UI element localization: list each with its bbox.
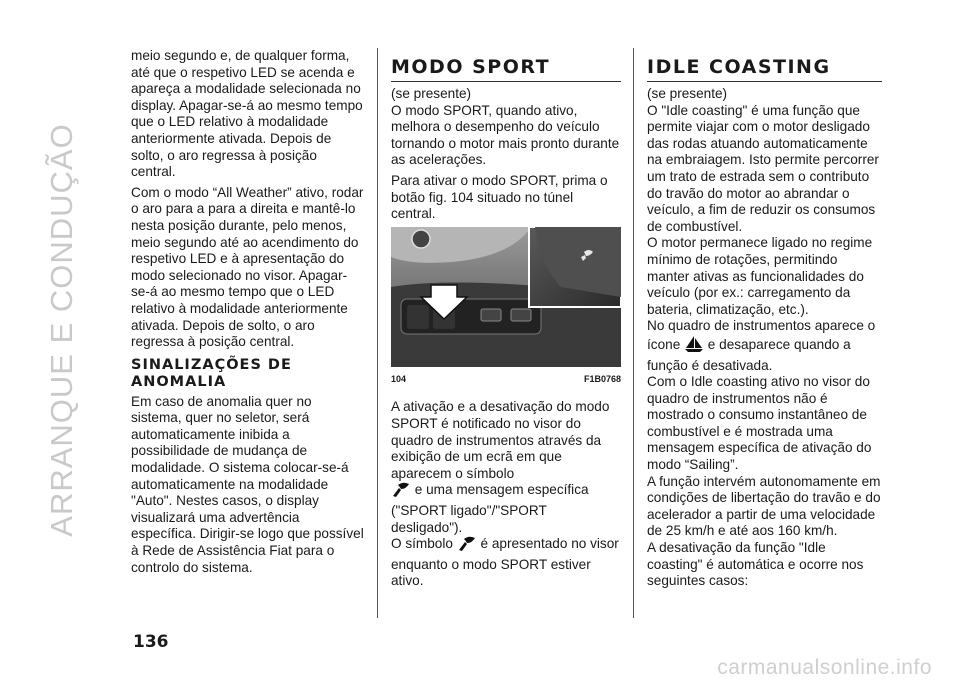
paragraph: O motor permanece ligado no regime mínimo de rotações, permitindo manter ativas as funcionalidades do veículo (por ex.: carregamento da bateria, climatização, etc.).	[647, 235, 873, 317]
paragraph	[391, 536, 621, 590]
paragraph: Com o modo “All Weather” ativo, rodar o aro para a para a direita e mantê-lo nesta posição durante, pelo menos, meio segundo até ao acendimento do respetivo LED e à apresentação do modo selecionado no visor. Apagar-se-á ao mesmo tempo que o LED relativo à modalidade anteriormente ativada. Depois de solto, o aro regressa à posição central.	[131, 184, 364, 350]
figure-code: F1B0768	[583, 373, 621, 384]
text: O símbolo	[391, 536, 457, 552]
text: e uma mensagem específica ("SPORT ligado"/"SPORT desligado").	[391, 482, 589, 535]
heading-idle-coasting: IDLE COASTING	[647, 56, 882, 82]
sport-flag-icon	[391, 482, 411, 503]
page-number: 136	[133, 632, 169, 652]
column-divider	[633, 48, 634, 618]
text: A ativação e a desativação do modo SPORT é notificado no visor do quadro de instrumentos através da exibição de um ecrã em que aparecem o símbolo	[391, 399, 610, 481]
paragraph	[647, 318, 882, 374]
column-divider	[377, 48, 378, 618]
sport-flag-icon	[457, 536, 477, 557]
column-3	[647, 48, 882, 590]
figure-caption	[391, 371, 621, 388]
section-title-text: ARRANQUE E CONDUÇÃO	[44, 123, 79, 537]
text: No quadro de instrumentos aparece o ícone	[647, 318, 876, 352]
paragraph: Para ativar o modo SPORT, prima o botão fig. 104 situado no túnel central.	[391, 172, 608, 222]
column-2	[391, 48, 621, 594]
paragraph: O "Idle coasting" é uma função que permite viajar com o motor desligado das rodas atuando automaticamente na embraiagem. Isto permite percorrer um trato de estrada sem o contributo do travão do motor ao abrandar o veículo, a fim de reduzir os consumos de combustível.	[647, 102, 879, 234]
paragraph: A desativação da função "Idle coasting" é automática e ocorre nos seguintes casos:	[647, 540, 864, 589]
sailboat-icon	[684, 335, 704, 358]
paragraph: Com o Idle coasting ativo no visor do quadro de instrumentos não é mostrado o consumo instantâneo de combustível e é mostrada uma mensagem específica de ativação do modo “Sailing”.	[647, 374, 872, 473]
text: e desaparece quando a função é desativada.	[647, 336, 851, 373]
console-illustration	[391, 227, 621, 367]
paragraph	[391, 399, 621, 536]
column-1	[131, 48, 365, 580]
paragraph: A função intervém autonomamente em condições de libertação do travão e do acelerador a partir de uma velocidade de 25 km/h e até aos 160 km/h.	[647, 473, 881, 539]
text: é apresentado no visor enquanto o modo SPORT estiver ativo.	[391, 536, 619, 589]
paragraph: Em caso de anomalia quer no sistema, quer no seletor, será automaticamente inibida a possibilidade de mudança de modalidade. O sistema colocar-se-á automaticamente na modalidade "Auto". Nestes casos, o display visualizará uma advertência específica. Dirigir-se logo que possível à Rede de Assistência Fiat para o controlo do sistema.	[131, 393, 364, 575]
figure-number: 104	[391, 373, 407, 384]
paragraph: (se presente)	[647, 86, 728, 101]
figure-104-sport-button	[391, 227, 621, 367]
watermark: carmanualsonline.info	[717, 656, 932, 679]
heading-modo-sport: MODO SPORT	[391, 56, 621, 82]
paragraph: meio segundo e, de qualquer forma, até que o respetivo LED se acenda e apareça a modalidade selecionada no display. Apagar-se-á ao mesmo tempo que o LED relativo à modalidade anteriormente ativada. Depois de solto, o aro regressa à posição central.	[131, 48, 363, 180]
paragraph: O modo SPORT, quando ativo, melhora o desempenho do veículo tornando o motor mais pronto durante as acelerações.	[391, 102, 620, 168]
heading-anomalia: SINALIZAÇÕES DE ANOMALIA	[131, 356, 292, 390]
paragraph: (se presente)	[391, 86, 472, 101]
